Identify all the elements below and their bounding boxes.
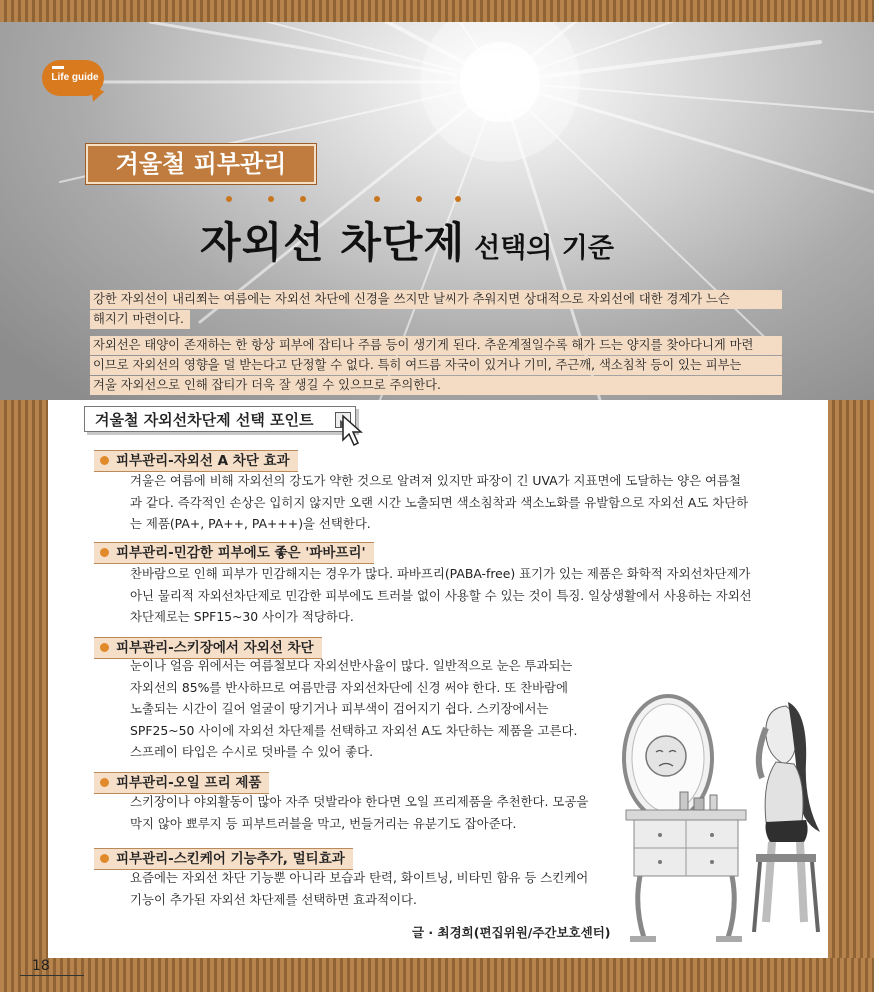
article-title [200, 210, 760, 270]
bullet-icon [100, 854, 109, 863]
body-line: SPF25~50 사이에 자외선 차단제를 선택하고 자외선 A도 차단하는 제품을 고른다. [130, 722, 578, 738]
body-line: 자외선의 85%를 반사하므로 여름만큼 자외선차단에 신경 써야 한다. 또 찬바람에 [130, 679, 568, 695]
bullet-icon [100, 456, 109, 465]
category-title: 겨울철 피부관리 [86, 144, 316, 184]
body-line: 스프레이 타입은 수시로 덧바를 수 있어 좋다. [130, 744, 374, 759]
bullet-icon [100, 548, 109, 557]
body-line: 겨울은 여름에 비해 자외선의 강도가 약한 것으로 알려져 있지만 파장이 긴 UVA가 지표면에 도달하는 양은 여름철 [130, 473, 741, 488]
life-guide-badge [38, 52, 104, 108]
body-line: 막지 않아 뾰루지 등 피부트러블을 막고, 번들거리는 유분기도 잡아준다. [130, 815, 517, 831]
intro-line: 해지기 마련이다. [90, 310, 190, 329]
section-heading-label: 피부관리-스킨케어 기능추가, 멀티효과 [116, 851, 345, 867]
mouse-cursor-icon [340, 414, 364, 448]
emphasis-dots [218, 196, 478, 206]
intro-line: 강한 자외선이 내리쬐는 여름에는 자외선 차단에 신경을 쓰지만 날씨가 추워지면 상대적으로 자외선에 대한 경계가 느슨 [90, 290, 782, 309]
left-stripe-band [0, 400, 48, 960]
author-credit: 글 · 최경희(편집위원/주간보호센터) [412, 925, 611, 940]
body-line: 요즘에는 자외선 차단 기능뿐 아니라 보습과 탄력, 화이트닝, 비타민 함유 등 스킨케어 [130, 870, 589, 885]
section-heading-label: 피부관리-스키장에서 자외선 차단 [116, 640, 314, 656]
body-line: 노출되는 시간이 길어 얼굴이 땅기거나 피부색이 검어지기 쉽다. 스키장에서는 [130, 701, 549, 716]
badge-dash [52, 66, 64, 69]
page-number: 18 [32, 958, 50, 974]
body-line: 스키장이나 야외활동이 많아 자주 덧발라야 한다면 오일 프리제품을 추천한다. 모공을 [130, 794, 589, 809]
emphasis-dot [416, 196, 422, 202]
emphasis-dot [226, 196, 232, 202]
body-line: 기능이 추가된 자외선 차단제를 선택하면 효과적이다. [130, 891, 417, 907]
section-heading-label: 피부관리-오일 프리 제품 [116, 775, 262, 791]
points-heading: 겨울철 자외선차단제 선택 포인트 [95, 411, 314, 429]
emphasis-dot [268, 196, 274, 202]
emphasis-dot [455, 196, 461, 202]
emphasis-dot [374, 196, 380, 202]
section-heading-label: 피부관리-민감한 피부에도 좋은 '파바프리' [116, 545, 366, 561]
section-body [130, 867, 588, 910]
body-line: 는 제품(PA+, PA++, PA+++)을 선택한다. [130, 516, 371, 531]
section-body [130, 470, 748, 535]
bullet-icon [100, 778, 109, 787]
page-number-rule [20, 975, 84, 976]
intro-line: 이므로 자외선의 영향을 덜 받는다고 단정할 수 없다. 특히 여드름 자국이 있거나 기미, 주근깨, 색소침착 등이 있는 피부는 [90, 356, 782, 375]
woman-at-vanity-illustration [616, 688, 828, 950]
section-body [130, 791, 588, 834]
bottom-stripe-band [0, 958, 874, 992]
intro-paragraph [90, 290, 782, 396]
badge-label: Life guide [51, 72, 99, 83]
body-line: 아닌 물리적 자외선차단제로 민감한 피부에도 트러블 없이 사용할 수 있는 것이 특징. 일상생활에서 사용하는 자외선 [130, 587, 752, 603]
body-line: 찬바람으로 인해 피부가 민감해지는 경우가 많다. 파바프리(PABA-free) 표기가 있는 제품은 화학적 자외선차단제가 [130, 566, 751, 581]
body-line: 과 같다. 즉각적인 손상은 입히지 않지만 오랜 시간 노출되면 색소침착과 색소노화를 유발함으로 자외선 A도 차단하 [130, 494, 749, 510]
section-body [130, 655, 577, 763]
article-title-sub: 선택의 기준 [474, 233, 614, 264]
section-heading-label: 피부관리-자외선 A 차단 효과 [116, 453, 290, 469]
bullet-icon [100, 643, 109, 652]
section-body [130, 563, 752, 628]
body-line: 눈이나 얼음 위에서는 여름철보다 자외선반사율이 많다. 일반적으로 눈은 투과되는 [130, 658, 573, 673]
intro-line: 자외선은 태양이 존재하는 한 항상 피부에 잡티나 주름 등이 생기게 된다. 추운계절일수록 해가 드는 양지를 찾아다니게 마련 [90, 336, 782, 355]
body-line: 차단제로는 SPF15~30 사이가 적당하다. [130, 609, 354, 624]
points-heading-box [84, 406, 356, 432]
intro-line: 겨울 자외선으로 인해 잡티가 더욱 잘 생길 수 있으므로 주의한다. [90, 376, 782, 395]
right-stripe-band [828, 400, 874, 960]
section-heading [94, 542, 374, 564]
emphasis-dot [300, 196, 306, 202]
top-stripe-band [0, 0, 874, 22]
article-title-main: 자외선 차단제 [200, 218, 466, 267]
section-heading [94, 450, 298, 472]
